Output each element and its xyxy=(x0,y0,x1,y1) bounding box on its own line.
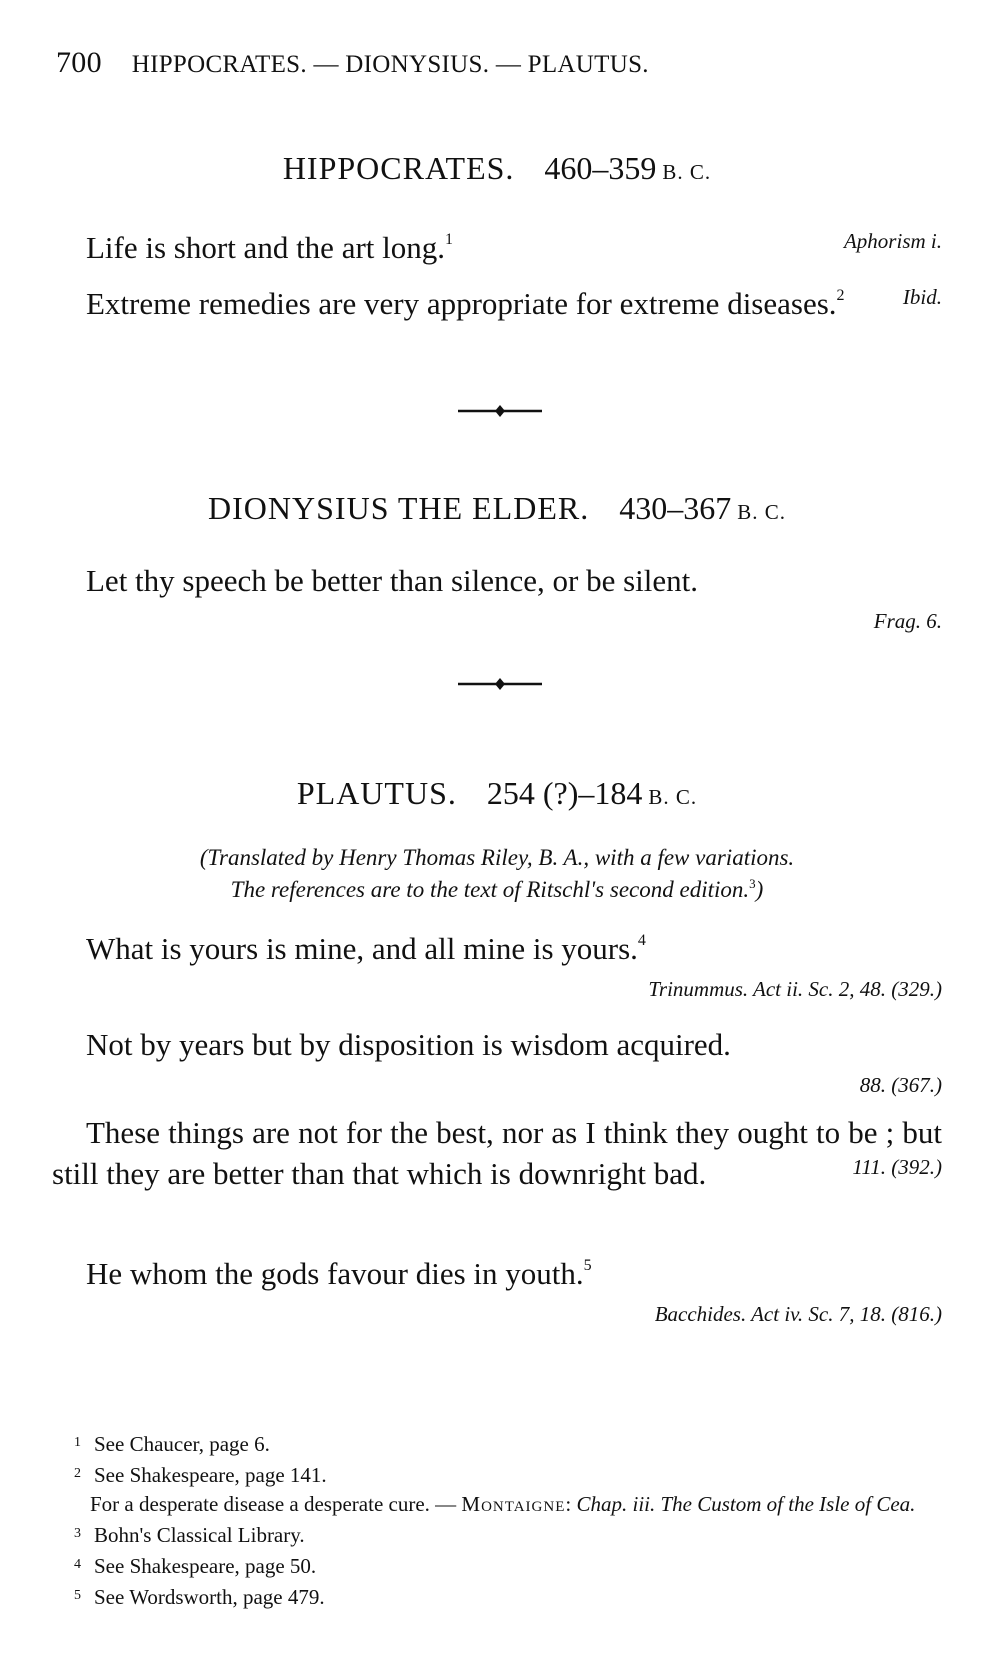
author-name: HIPPOCRATES. xyxy=(282,150,515,186)
page-number: 700 xyxy=(56,46,102,79)
footnote-mark: 2 xyxy=(74,1466,81,1481)
quote xyxy=(52,1024,942,1106)
quote-reference: 111. (392.) xyxy=(852,1155,942,1179)
footnote xyxy=(52,1519,942,1550)
quote xyxy=(52,1112,942,1194)
quote xyxy=(52,560,942,642)
quote-reference: Trinummus. Act ii. Sc. 2, 48. (329.) xyxy=(648,977,942,1001)
quote-text: These things are not for the best, nor as I think they ought to be ; but still they are better than that which is downright bad. xyxy=(52,1115,942,1191)
footnote-ref: 1 xyxy=(445,231,453,248)
author-name: DIONYSIUS THE ELDER. xyxy=(208,490,590,526)
footnote-mark: 4 xyxy=(74,1557,81,1572)
book-page xyxy=(52,0,942,1672)
author-name: PLAUTUS. xyxy=(296,775,457,811)
footnote-text: See Shakespeare, page 50. xyxy=(94,1554,317,1578)
footnote-mark: 3 xyxy=(74,1526,81,1541)
quote-reference: Ibid. xyxy=(902,285,942,309)
section-heading-dionysius xyxy=(52,490,942,527)
quote-reference: Bacchides. Act iv. Sc. 7, 18. (816.) xyxy=(654,1302,942,1326)
era-label: B. C. xyxy=(648,785,698,809)
footnote-continuation: For a desperate disease a desperate cure. — Montaigne: Chap. iii. The Custom of the Isle of Cea. xyxy=(90,1492,916,1516)
translator-line-2: The references are to the text of Ritschl's second edition.$^3$) xyxy=(230,876,764,902)
quote-text: Not by years but by disposition is wisdom acquired. xyxy=(86,1027,731,1062)
quote xyxy=(52,928,942,1010)
quote-text: Extreme remedies are very appropriate for extreme diseases.$^2$ xyxy=(86,286,845,321)
author-dates: 460–359 xyxy=(544,150,657,186)
footnote-text: See Shakespeare, page 141. xyxy=(94,1463,327,1487)
footnotes xyxy=(52,1428,942,1612)
footnote-ref: 5 xyxy=(583,1257,592,1274)
translator-line-1: (Translated by Henry Thomas Riley, B. A., with a few variations. xyxy=(199,845,795,870)
running-head-title: HIPPOCRATES. — DIONYSIUS. — PLAUTUS. xyxy=(131,51,649,78)
footnote xyxy=(52,1550,942,1581)
footnote-ref: 3 xyxy=(749,876,756,891)
footnote-ref: 2 xyxy=(836,287,845,304)
author-dates: 254 (?)–184 xyxy=(486,775,643,811)
footnote-mark: 1 xyxy=(74,1435,81,1450)
quote xyxy=(52,283,942,324)
translator-note xyxy=(52,842,942,906)
section-divider xyxy=(458,404,542,418)
quote-text: What is yours is mine, and all mine is yours.$^4$ xyxy=(86,931,646,966)
footnote-text: See Wordsworth, page 479. xyxy=(94,1585,325,1609)
section-divider xyxy=(458,677,542,691)
era-label: B. C. xyxy=(662,160,712,184)
running-head xyxy=(56,46,649,80)
era-label: B. C. xyxy=(737,500,786,524)
footnote xyxy=(52,1428,942,1459)
quote-text: Life is short and the art long.$^1$ xyxy=(86,230,453,265)
footnote-ref: 4 xyxy=(637,932,646,949)
footnote-text: See Chaucer, page 6. xyxy=(94,1432,270,1456)
author-dates: 430–367 xyxy=(619,490,732,526)
footnote-text: Bohn's Classical Library. xyxy=(94,1523,305,1547)
quote-reference: Frag. 6. xyxy=(873,609,942,633)
quote-text: He whom the gods favour dies in youth.$^5$ xyxy=(86,1256,592,1291)
quote xyxy=(52,227,942,268)
quote-reference: Aphorism i. xyxy=(843,229,942,253)
footnote xyxy=(52,1581,942,1612)
quote-reference: 88. (367.) xyxy=(859,1073,942,1097)
quote xyxy=(52,1253,942,1335)
section-heading-hippocrates xyxy=(52,150,942,187)
footnote-mark: 5 xyxy=(74,1588,81,1603)
quote-text: Let thy speech be better than silence, or be silent. xyxy=(86,563,699,598)
footnote xyxy=(52,1459,942,1490)
section-heading-plautus xyxy=(52,775,942,812)
